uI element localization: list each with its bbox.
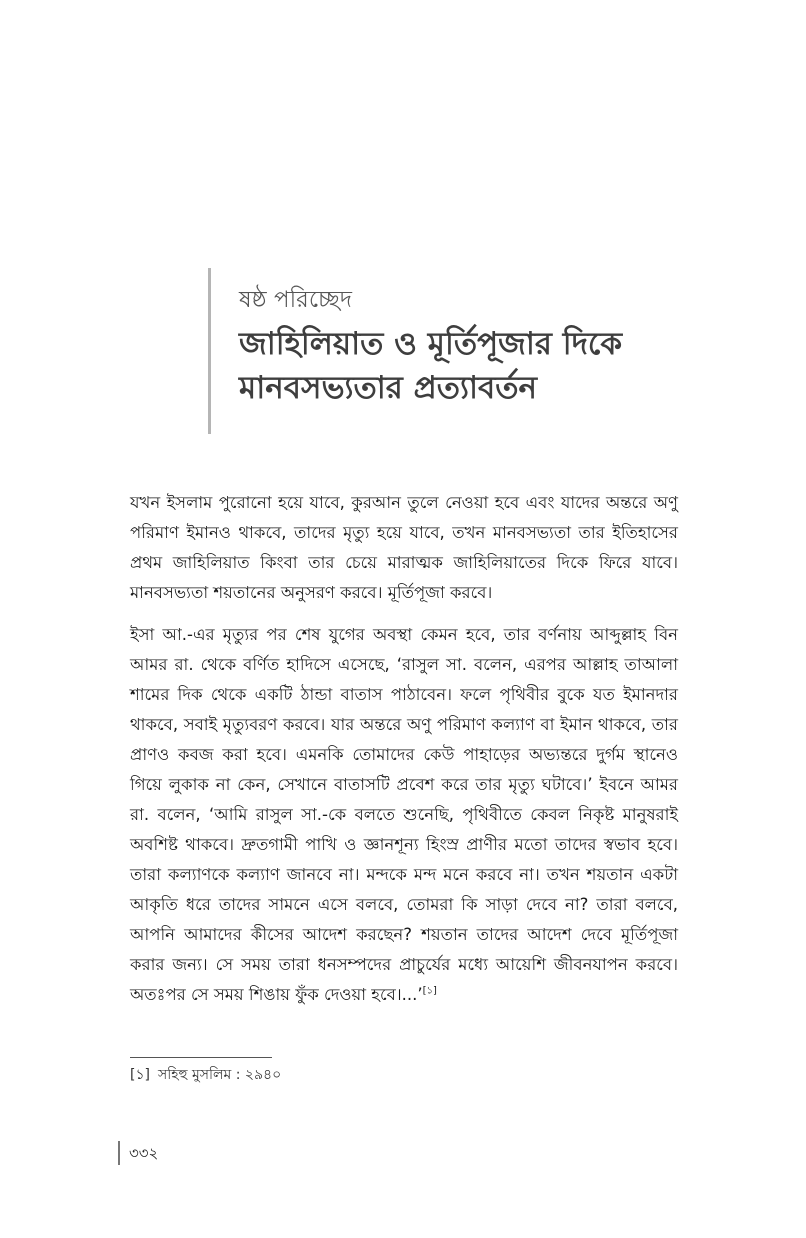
chapter-label: ষষ্ঠ পরিচ্ছেদ — [239, 287, 352, 313]
paragraph-2 — [130, 620, 678, 1010]
chapter-title — [239, 322, 728, 410]
paragraph-1 — [130, 488, 678, 608]
footnote-divider — [130, 1057, 272, 1058]
chapter-heading — [208, 268, 728, 434]
footnote — [130, 1064, 281, 1086]
footnote-number: [১] — [130, 1067, 151, 1083]
body-text — [130, 488, 678, 1022]
page-number: ৩৩২ — [118, 1141, 158, 1165]
chapter-title-line-1: জাহিলিয়াত ও মূর্তিপূজার দিকে — [239, 326, 623, 362]
paragraph-1-text: যখন ইসলাম পুরোনো হয়ে যাবে, কুরআন তুলে নেওয়া হবে এবং যাদের অন্তরে অণু পরিমাণ ইমানও থাকবে, তাদের মৃত্যু হয়ে যাবে, তখন মানবসভ্যতা তার ইতিহাসের প্রথম জাহিলিয়াত কিংবা তার চেয়ে মারাত্মক জাহিলিয়াতের দিকে ফিরে যাবে। মানবসভ্যতা শয়তানের অনুসরণ করবে। মূর্তিপূজা করবে। — [130, 493, 678, 602]
paragraph-2-text: ইসা আ.-এর মৃত্যুর পর শেষ যুগের অবস্থা কেমন হবে, তার বর্ণনায় আব্দুল্লাহ বিন আমর রা. থেকে বর্ণিত হাদিসে এসেছে, ‘রাসুল সা. বলেন, এরপর আল্লাহ তাআলা শামের দিক থেকে একটি ঠান্ডা বাতাস পাঠাবেন। ফলে পৃথিবীর বুকে যত ইমানদার থাকবে, সবাই মৃত্যুবরণ করবে। যার অন্তরে অণু পরিমাণ কল্যাণ বা ইমান থাকবে, তার প্রাণও কবজ করা হবে। এমনকি তোমাদের কেউ পাহাড়ের অভ্যন্তরে দুর্গম স্থানেও গিয়ে লুকাক না কেন, সেখানে বাতাসটি প্রবেশ করে তার মৃত্যু ঘটাবে।’ ইবনে আমর রা. বলেন, ‘আমি রাসুল সা.-কে বলতে শুনেছি, পৃথিবীতে কেবল নিকৃষ্ট মানুষরাই অবশিষ্ট থাকবে। দ্রুতগামী পাখি ও জ্ঞানশূন্য হিংস্র প্রাণীর মতো তাদের স্বভাব হবে। তারা কল্যাণকে কল্যাণ জানবে না। মন্দকে মন্দ মনে করবে না। তখন শয়তান একটা আকৃতি ধরে তাদের সামনে এসে বলবে, তোমরা কি সাড়া দেবে না? তারা বলবে, আপনি আমাদের কীসের আদেশ করছেন? শয়তান তাদের আদেশ দেবে মূর্তিপূজা করার জন্য। সে সময় তারা ধনসম্পদের প্রাচুর্যের মধ্যে আয়েশি জীবনযাপন করবে। অতঃপর সে সময় শিঙায় ফুঁক দেওয়া হবে।...’ — [130, 625, 678, 1004]
chapter-title-line-2: মানবসভ্যতার প্রত্যাবর্তন — [239, 370, 538, 406]
footnote-text: সহিহু মুসলিম : ২৯৪০ — [158, 1067, 282, 1083]
footnote-reference[interactable]: [১] — [422, 985, 437, 997]
